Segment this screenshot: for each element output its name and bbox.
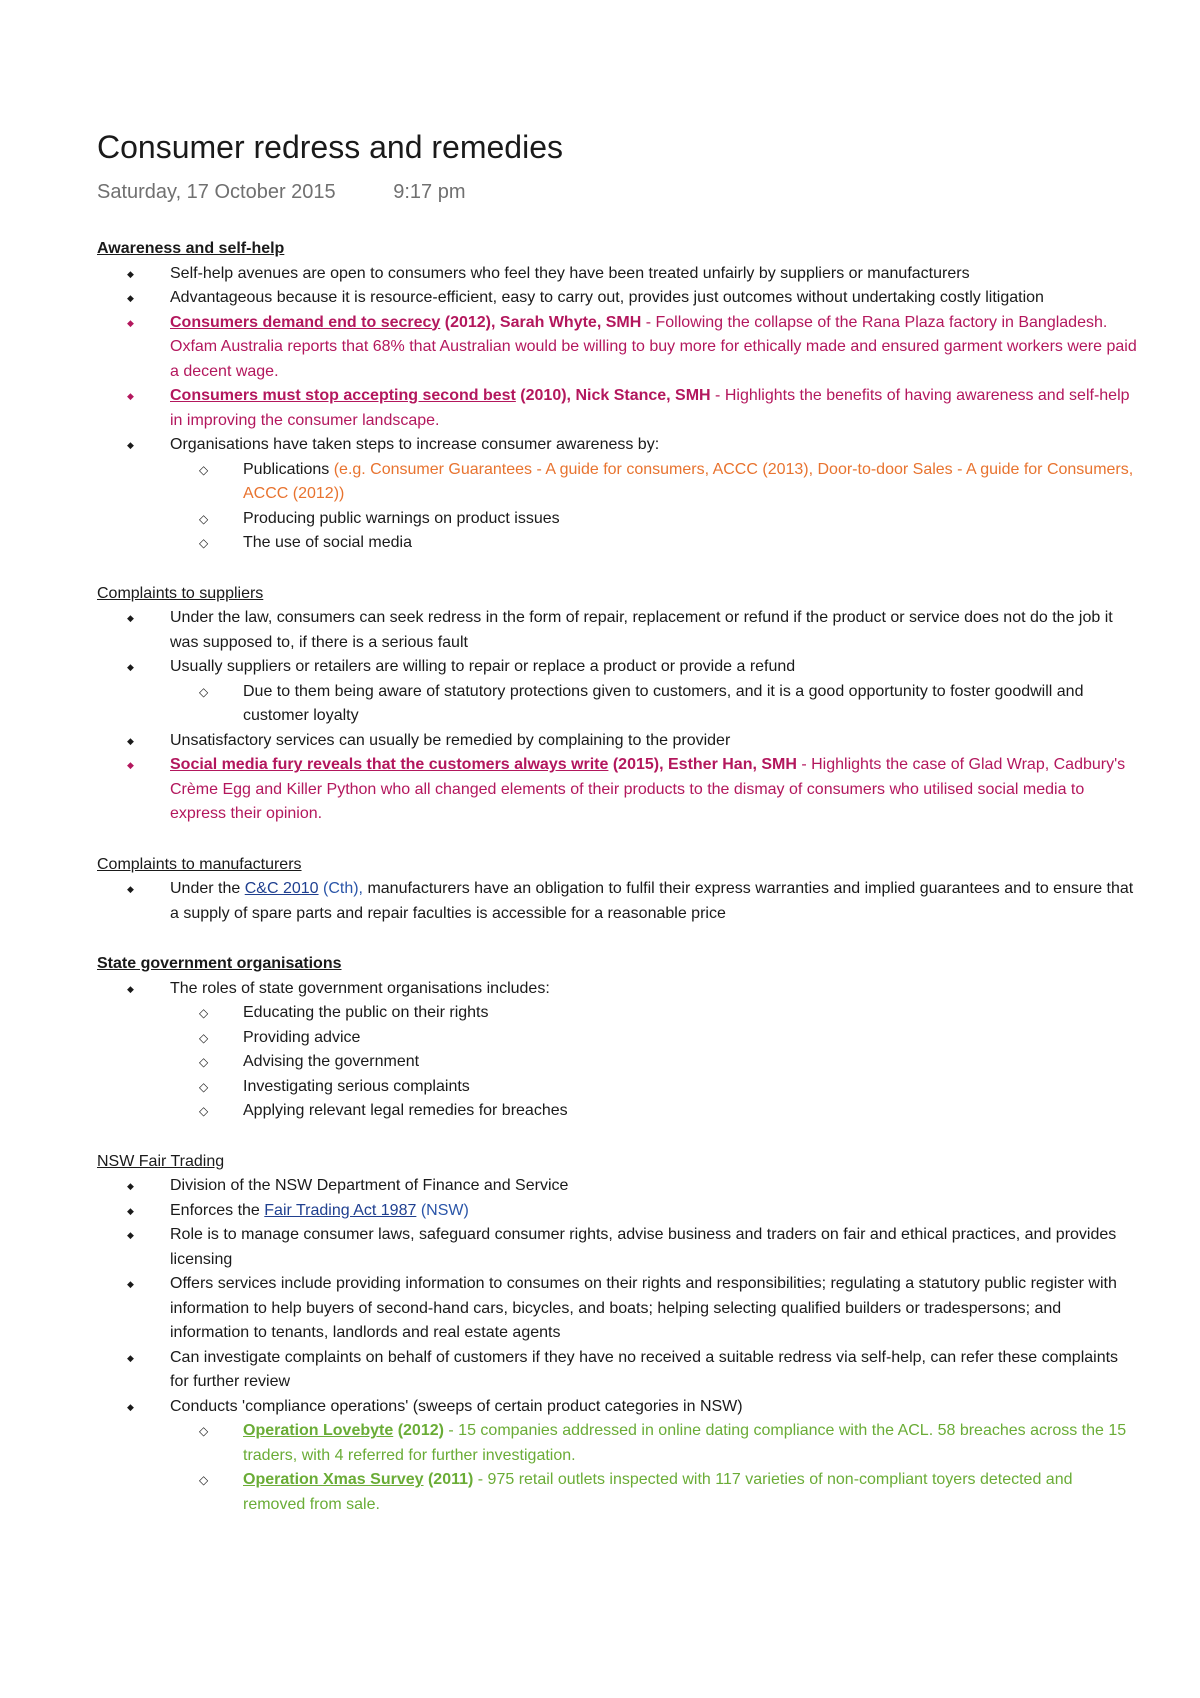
operation-text: - 15 companies addressed in online dating compliance with the ACL. 58 breaches across the 15 traders, with 4 referred for further investigation. — [243, 1422, 1127, 1464]
item-text: Under the — [170, 880, 245, 897]
suppliers-list — [97, 606, 1137, 827]
note-date: Saturday, 17 October 2015 — [97, 181, 336, 203]
sub-item-text: Publications — [243, 460, 334, 478]
section-heading-suppliers: Complaints to suppliers — [97, 584, 264, 602]
operation-year: (2011) — [423, 1471, 474, 1488]
list-item: ◆ Role is to manage consumer laws, safeguard consumer rights, advise business and traders on fair and ethical practices, and provides licensing — [97, 1223, 1137, 1272]
section-heading-state: State government organisations — [97, 955, 342, 972]
state-list — [97, 977, 1137, 1124]
section-heading-nsw: NSW Fair Trading — [97, 1152, 225, 1170]
sub-list-item-operation — [97, 1419, 1137, 1468]
list-item-case — [97, 311, 1137, 385]
list-item: ◆ Organisations have taken steps to increase consumer awareness by: — [97, 433, 1137, 458]
list-item: ◆ The roles of state government organisations includes: — [97, 977, 1137, 1002]
awareness-list — [97, 262, 1137, 556]
note-datetime — [97, 181, 1137, 211]
manufacturers-list — [97, 877, 1137, 926]
case-meta: (2012), Sarah Whyte, SMH — [440, 313, 642, 331]
sub-list-item: ◇ Advising the government — [97, 1050, 1137, 1075]
sub-list-item-operation — [97, 1468, 1137, 1517]
section-heading-manufacturers: Complaints to manufacturers — [97, 855, 302, 873]
list-item: ◆ Self-help avenues are open to consumers who feel they have been treated unfairly by suppliers or manufacturers — [97, 262, 1137, 287]
sub-list-item: ◇ Applying relevant legal remedies for breaches — [97, 1099, 1137, 1124]
sub-list-item: ◇ Investigating serious complaints — [97, 1075, 1137, 1100]
jurisdiction: (NSW) — [416, 1201, 469, 1219]
list-item: ◆ Under the law, consumers can seek redress in the form of repair, replacement or refund if the product or service does not do the job it was supposed to, if there is a serious fault — [97, 606, 1137, 655]
case-title-link[interactable]: Consumers must stop accepting second best — [170, 387, 516, 404]
case-text: - Following the collapse of the Rana Plaza factory in Bangladesh. Oxfam Australia reports that 68% that Australian would be willing to buy more for ethically made and ensured garment workers were paid a decent wage. — [170, 313, 1137, 380]
operation-title-link[interactable]: Operation Lovebyte — [243, 1422, 394, 1439]
list-item: ◆ Offers services include providing information to consumes on their rights and responsibilities; regulating a statutory public register with information to help buyers of second-hand cars, bicycles, and boats; helping selecting qualified builders or tradespersons; and information to tenants, landlords and real estate agents — [97, 1272, 1137, 1346]
legislation-link[interactable]: Fair Trading Act 1987 — [264, 1201, 417, 1219]
sub-list-item: ◇ The use of social media — [97, 531, 1137, 556]
operation-text: - 975 retail outlets inspected with 117 varieties of non-compliant toyers detected and removed from sale. — [243, 1471, 1073, 1513]
section-manufacturers — [97, 853, 1137, 927]
list-item — [97, 1199, 1137, 1224]
section-state-government — [97, 952, 1137, 1124]
sub-list-item — [97, 458, 1137, 507]
legislation-link[interactable]: C&C 2010 — [244, 880, 319, 897]
list-item: ◆ Conducts 'compliance operations' (sweeps of certain product categories in NSW) — [97, 1395, 1137, 1420]
sub-list-item: ◇ Providing advice — [97, 1026, 1137, 1051]
note-time: 9:17 pm — [393, 181, 466, 203]
list-item: ◆ Usually suppliers or retailers are willing to repair or replace a product or provide a refund — [97, 655, 1137, 680]
list-item: ◆ Can investigate complaints on behalf of customers if they have no received a suitable redress via self-help, can refer these complaints for further review — [97, 1346, 1137, 1395]
sub-list-item: ◇ Producing public warnings on product issues — [97, 507, 1137, 532]
case-title-link[interactable]: Consumers demand end to secrecy — [170, 313, 441, 331]
list-item: ◆ Advantageous because it is resource-efficient, easy to carry out, provides just outcomes without undertaking costly litigation — [97, 286, 1137, 311]
jurisdiction: (Cth), — [318, 880, 363, 897]
sub-list-item: ◇ Educating the public on their rights — [97, 1001, 1137, 1026]
operation-year: (2012) — [393, 1422, 444, 1439]
section-nsw-fair-trading — [97, 1150, 1137, 1518]
publication-examples: (e.g. Consumer Guarantees - A guide for consumers, ACCC (2013), Door-to-door Sales - A guide for Consumers, ACCC (2012)) — [243, 460, 1134, 502]
case-title-link[interactable]: Social media fury reveals that the customers always write — [170, 756, 609, 773]
section-heading-awareness: Awareness and self-help — [97, 240, 285, 257]
case-text: - Highlights the case of Glad Wrap, Cadbury's Crème Egg and Killer Python who all changed elements of their products to the dismay of consumers who utilised social media to express their opinion. — [170, 756, 1126, 822]
item-text: Enforces the — [170, 1201, 265, 1219]
case-text: - Highlights the benefits of having awareness and self-help in improving the consumer landscape. — [170, 387, 1130, 429]
note-page — [97, 125, 1137, 1517]
list-item: ◆ Unsatisfactory services can usually be remedied by complaining to the provider — [97, 729, 1137, 754]
list-item-case — [97, 753, 1137, 827]
list-item-case — [97, 384, 1137, 433]
case-meta: (2015), Esther Han, SMH — [608, 756, 797, 773]
page-title: Consumer redress and remedies — [97, 129, 563, 165]
sub-list-item: ◇ Due to them being aware of statutory protections given to customers, and it is a good opportunity to foster goodwill and customer loyalty — [97, 680, 1137, 729]
nsw-list — [97, 1174, 1137, 1517]
case-meta: (2010), Nick Stance, SMH — [515, 387, 711, 404]
list-item — [97, 877, 1137, 926]
section-awareness — [97, 237, 1137, 556]
section-suppliers — [97, 582, 1137, 827]
item-text: manufacturers have an obligation to fulfil their express warranties and implied guarantees and to ensure that a supply of spare parts and repair faculties is accessible for a reasonable price — [170, 880, 1134, 922]
operation-title-link[interactable]: Operation Xmas Survey — [243, 1471, 424, 1488]
list-item: ◆ Division of the NSW Department of Finance and Service — [97, 1174, 1137, 1199]
